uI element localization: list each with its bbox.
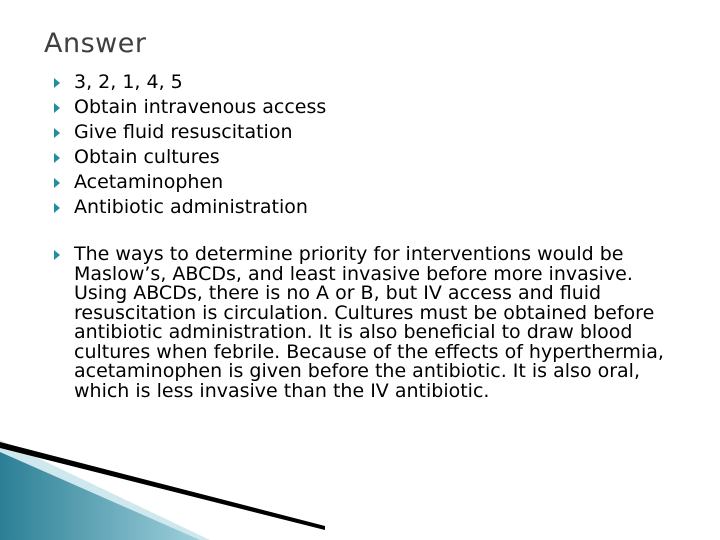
bullet-list bbox=[52, 70, 692, 401]
list-item bbox=[52, 195, 692, 220]
bullet-text: Obtain intravenous access bbox=[74, 96, 327, 118]
triangle-right-icon bbox=[54, 78, 60, 88]
bullet-text: Obtain cultures bbox=[74, 146, 220, 168]
list-item bbox=[52, 95, 692, 120]
corner-swoosh-decoration bbox=[0, 440, 720, 540]
bullet-text: Give fluid resuscitation bbox=[74, 121, 293, 143]
list-item bbox=[52, 120, 692, 145]
explanation-item bbox=[52, 242, 692, 401]
bullet-text: Acetaminophen bbox=[74, 171, 224, 193]
list-item bbox=[52, 170, 692, 195]
triangle-right-icon bbox=[54, 103, 60, 113]
explanation-text: The ways to determine priority for interventions would be Maslow’s, ABCDs, and least invasive before more invasive. Using ABCDs, there is no A or B, but IV access and fluid resuscitation is circulation. Cultures must be obtained before antibiotic administration. It is also beneficial to draw blood cultures when febrile. Because of the effects of hyperthermia, acetaminophen is given before the antibiotic. It is also oral, which is less invasive than the IV antibiotic. bbox=[74, 243, 664, 402]
bullet-text: 3, 2, 1, 4, 5 bbox=[74, 71, 183, 93]
triangle-right-icon bbox=[54, 203, 60, 213]
triangle-right-icon bbox=[54, 128, 60, 138]
list-item bbox=[52, 145, 692, 170]
bullet-text: Antibiotic administration bbox=[74, 196, 308, 218]
triangle-right-icon bbox=[54, 153, 60, 163]
triangle-right-icon bbox=[54, 250, 60, 260]
slide-title: Answer bbox=[44, 28, 147, 59]
triangle-right-icon bbox=[54, 178, 60, 188]
list-item bbox=[52, 70, 692, 95]
